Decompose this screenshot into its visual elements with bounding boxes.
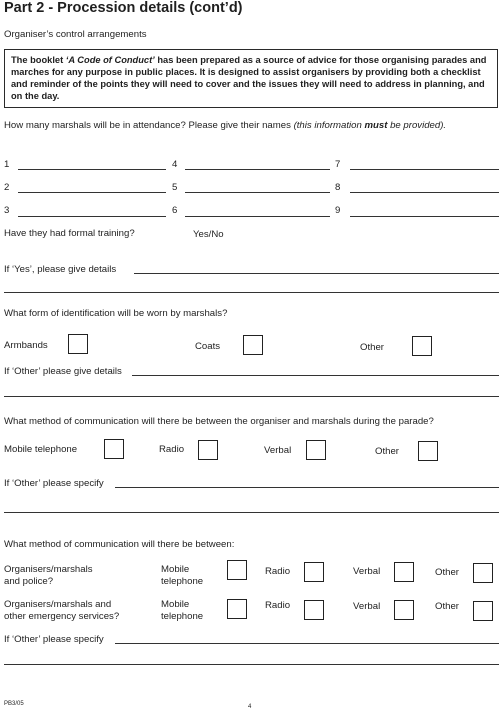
identification-details-label: If ‘Other’ please give details	[4, 366, 122, 377]
between-specify-field-line-2[interactable]	[4, 664, 499, 665]
marshal-number-2: 2	[4, 182, 10, 193]
police-row-label: Organisers/marshals and police?	[4, 564, 93, 587]
armbands-checkbox[interactable]	[68, 334, 88, 354]
emergency-mobile-label: Mobile telephone	[161, 599, 204, 622]
marshal-name-field-5[interactable]	[185, 192, 330, 193]
between-specify-field[interactable]	[115, 643, 499, 644]
marshal-number-6: 6	[172, 205, 178, 216]
emergency-row-label: Organisers/marshals and other emergency services?	[4, 599, 120, 622]
mobile-telephone-label: Mobile telephone	[4, 444, 78, 455]
police-other-label: Other	[435, 567, 459, 578]
marshal-number-3: 3	[4, 205, 10, 216]
marshal-number-1: 1	[4, 159, 10, 170]
marshal-number-7: 7	[335, 159, 341, 170]
identification-other-checkbox[interactable]	[412, 336, 432, 356]
police-radio-checkbox[interactable]	[304, 562, 324, 582]
marshal-number-5: 5	[172, 182, 178, 193]
marshal-name-field-9[interactable]	[350, 216, 499, 217]
police-verbal-label: Verbal	[353, 566, 381, 577]
marshal-name-field-2[interactable]	[18, 192, 166, 193]
intro-text-end: has been prepared as a source of advice for those organising parades and marches for any purpose in public places. It is designed to assist organisers by providing both a checklist and reminder of the points they will need to cover and the issues they will need to address in planning, and on the day.	[11, 55, 487, 101]
police-radio-label: Radio	[265, 566, 291, 577]
emergency-radio-label: Radio	[265, 600, 291, 611]
training-question: Have they had formal training?	[4, 228, 135, 239]
emergency-verbal-checkbox[interactable]	[394, 600, 414, 620]
verbal-label: Verbal	[264, 445, 292, 456]
marshals-question: How many marshals will be in attendance? Please give their names (this information must be provided).	[4, 120, 447, 131]
coats-checkbox[interactable]	[243, 335, 263, 355]
marshal-name-field-4[interactable]	[185, 169, 330, 170]
training-details-label: If ‘Yes’, please give details	[4, 264, 117, 275]
emergency-other-checkbox[interactable]	[473, 601, 493, 621]
booklet-title: ‘A Code of Conduct’	[65, 55, 155, 65]
armbands-label: Armbands	[4, 340, 48, 351]
mobile-telephone-checkbox[interactable]	[104, 439, 124, 459]
communication-between-question: What method of communication will there be between:	[4, 539, 235, 550]
marshal-number-4: 4	[172, 159, 178, 170]
identification-details-field[interactable]	[132, 375, 499, 376]
emergency-verbal-label: Verbal	[353, 601, 381, 612]
police-mobile-label: Mobile telephone	[161, 564, 204, 587]
communication-specify-field[interactable]	[115, 487, 499, 488]
between-specify-label: If ‘Other’ please specify	[4, 634, 104, 645]
training-details-field[interactable]	[134, 273, 499, 274]
radio-label: Radio	[159, 444, 185, 455]
radio-checkbox[interactable]	[198, 440, 218, 460]
marshal-number-8: 8	[335, 182, 341, 193]
communication-specify-label: If ‘Other’ please specify	[4, 478, 104, 489]
police-mobile-checkbox[interactable]	[227, 560, 247, 580]
intro-box	[4, 49, 498, 108]
emergency-other-label: Other	[435, 601, 459, 612]
marshal-name-field-3[interactable]	[18, 216, 166, 217]
emergency-radio-checkbox[interactable]	[304, 600, 324, 620]
form-code: PB3/05	[4, 701, 24, 707]
communication-specify-field-line-2[interactable]	[4, 512, 499, 513]
identification-question: What form of identification will be worn by marshals?	[4, 308, 228, 319]
intro-text-start: The booklet	[11, 55, 66, 65]
marshal-number-9: 9	[335, 205, 341, 216]
police-verbal-checkbox[interactable]	[394, 562, 414, 582]
verbal-checkbox[interactable]	[306, 440, 326, 460]
coats-label: Coats	[195, 341, 221, 352]
communication-other-label: Other	[375, 446, 399, 457]
page-number: 4	[248, 704, 252, 710]
communication-parade-question: What method of communication will there be between the organiser and marshals during the parade?	[4, 416, 434, 427]
page-title: Part 2 - Procession details (cont’d)	[4, 0, 243, 16]
police-other-checkbox[interactable]	[473, 563, 493, 583]
identification-other-label: Other	[360, 342, 384, 353]
identification-details-field-line-2[interactable]	[4, 396, 499, 397]
section-subtitle: Organiser’s control arrangements	[4, 29, 147, 40]
marshal-name-field-6[interactable]	[185, 216, 330, 217]
marshal-name-field-7[interactable]	[350, 169, 499, 170]
marshal-name-field-1[interactable]	[18, 169, 166, 170]
training-options: Yes/No	[193, 229, 224, 240]
emergency-mobile-checkbox[interactable]	[227, 599, 247, 619]
training-details-field-line-2[interactable]	[4, 292, 499, 293]
marshal-name-field-8[interactable]	[350, 192, 499, 193]
communication-other-checkbox[interactable]	[418, 441, 438, 461]
